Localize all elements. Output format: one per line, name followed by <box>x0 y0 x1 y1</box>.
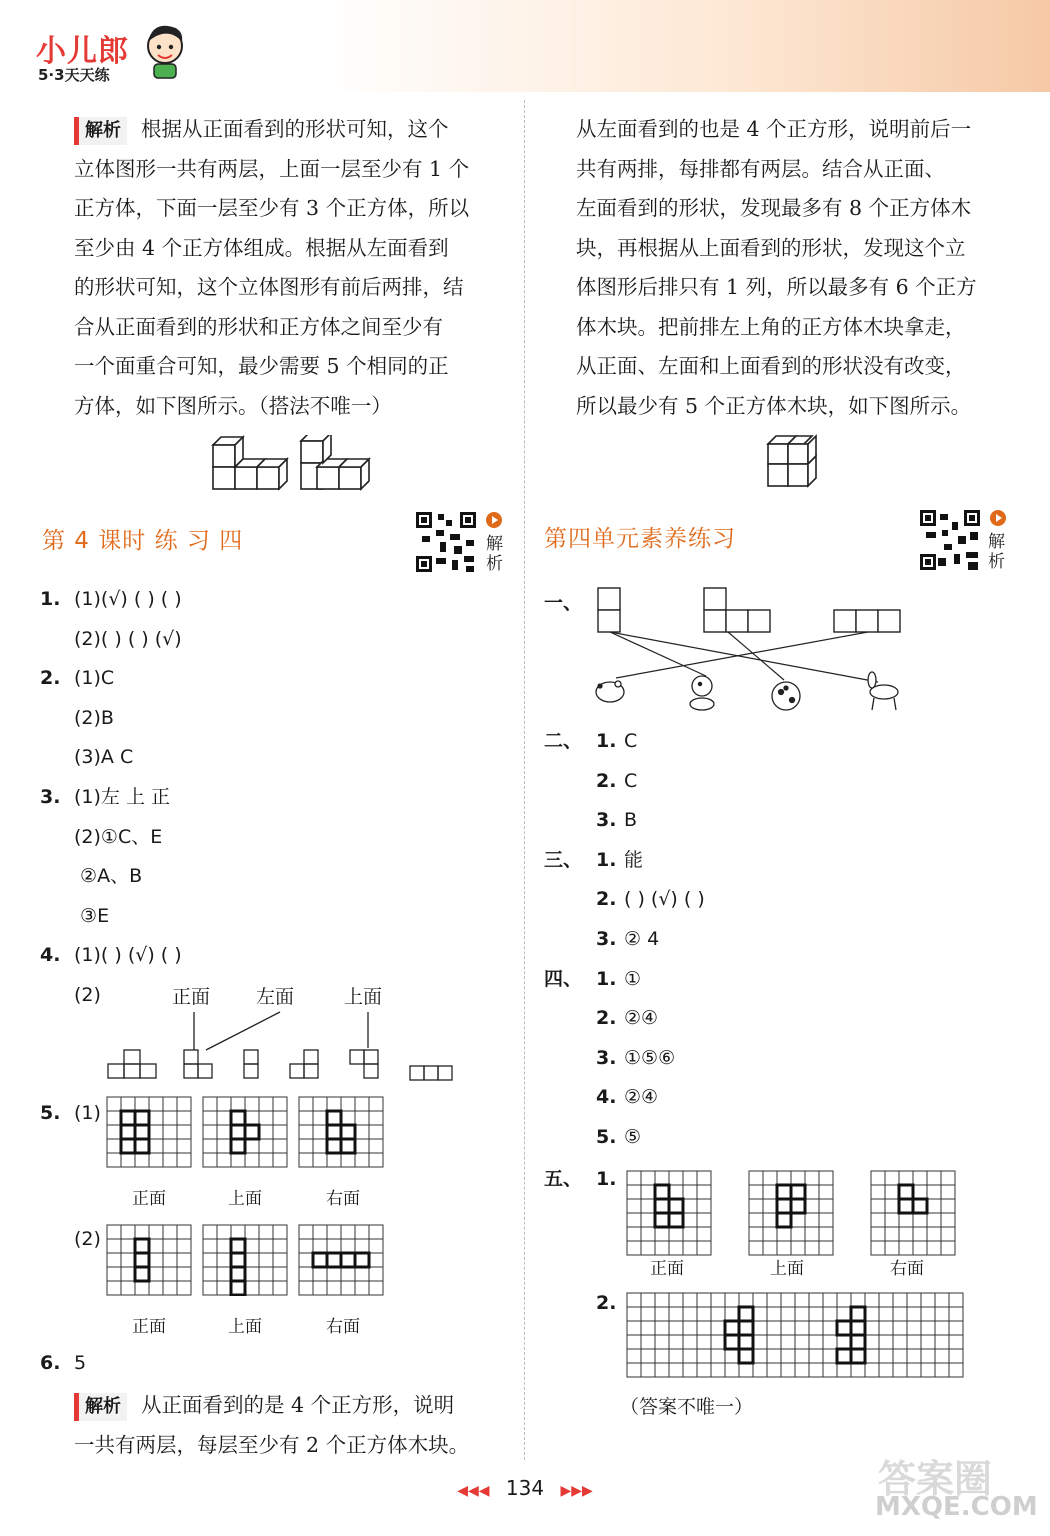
section-5-label: 五、 1. <box>544 1168 617 1190</box>
grid-label: 正面 <box>650 1259 684 1279</box>
grid-label: 右面 <box>326 1189 360 1209</box>
square-grid <box>626 1292 964 1378</box>
analysis-line: 一个面重合可知，最少需要 5 个相同的正 <box>74 354 449 378</box>
q4-view-shapes <box>100 1010 470 1082</box>
brand-subtitle: 5·3天天练 <box>38 66 110 84</box>
q5-part2-label: (2) <box>74 1228 101 1250</box>
grid-label: 正面 <box>132 1189 166 1209</box>
analysis-line: 从左面看到的也是 4 个正方形，说明前后一 <box>576 117 972 141</box>
qr-code-icon[interactable] <box>918 508 982 572</box>
square-grid <box>626 1170 712 1256</box>
square-grid <box>202 1096 288 1168</box>
square-grid <box>870 1170 956 1256</box>
cube-figure-left <box>205 435 375 495</box>
square-grid <box>298 1096 384 1168</box>
brand-logo: 小儿郎 <box>36 34 129 69</box>
analysis-line: 方体，如下图所示。（搭法不唯一） <box>74 393 392 418</box>
analysis-tag: 解析 <box>74 117 127 145</box>
square-grid <box>298 1224 384 1296</box>
grid-label: 上面 <box>228 1189 262 1209</box>
lesson-title: 第 4 课时 练 习 四 <box>42 528 244 554</box>
qr-side-label: 解 析 <box>988 532 1005 572</box>
qr-side-label: 解 析 <box>486 534 503 574</box>
play-arrow-icon <box>486 512 502 528</box>
analysis-tag: 解析 <box>74 1393 127 1421</box>
column-divider <box>524 100 525 1460</box>
analysis-line: 左面看到的形状，发现最多有 8 个正方体木 <box>576 196 972 220</box>
view-label-front: 正面 <box>172 986 211 1008</box>
page-number: 134 <box>505 1476 545 1500</box>
analysis-line: 块，再根据从上面看到的形状，发现这个立 <box>576 235 966 260</box>
q5-label: 5. (1) <box>40 1102 101 1124</box>
next-arrows-icon: ▶▶▶ <box>560 1483 593 1499</box>
play-arrow-icon <box>990 510 1006 526</box>
analysis-line: 从正面看到的是 4 个正方形，说明 <box>141 1393 455 1417</box>
analysis-line: 正方体，下面一层至少有 3 个正方体，所以 <box>74 196 470 220</box>
grid-label: 上面 <box>770 1259 804 1279</box>
view-label-top: 上面 <box>344 986 383 1008</box>
watermark: 答案圈 <box>878 1457 993 1501</box>
analysis-line: 至少由 4 个正方体组成。根据从左面看到 <box>74 235 449 260</box>
prev-arrows-icon: ◀◀◀ <box>457 1483 490 1499</box>
square-grid <box>748 1170 834 1256</box>
left-answers: 1. (1)(√) ( ) ( ) (2)( ) ( ) (√) 2. (1)C (2)B (3)A C 3. (1)左 上 正 (2)①C、E ②A、B ③E 4. (1)( ) (√) ( ) <box>40 588 182 967</box>
section-5-2-label: 2. <box>596 1292 617 1314</box>
qr-code-icon[interactable] <box>414 510 478 574</box>
grid-label: 正面 <box>132 1317 166 1337</box>
sec5-wide-grid <box>626 1292 976 1378</box>
q5-grids-row2 <box>106 1224 384 1296</box>
view-label-left: 左面 <box>256 986 295 1008</box>
q4-part2-label: (2) <box>74 984 101 1006</box>
analysis-line: 的形状可知，这个立体图形有前后两排，结 <box>74 275 464 299</box>
analysis-line: 共有两排，每排都有两层。结合从正面、 <box>576 156 945 181</box>
right-answers: 二、 1. C 2. C 3. B 三、 1. 能 2. ( ) (√) ( ) 3. ② 4 四、 1. ① 2. ②④ 3. ①⑤⑥ 4. ②④ 5. ⑤ <box>544 730 705 1148</box>
analysis-line: 一共有两层，每层至少有 2 个正方体木块。 <box>74 1432 470 1457</box>
mascot-icon <box>142 20 188 80</box>
analysis-line: 根据从正面看到的形状可知，这个 <box>141 117 449 141</box>
note-text: （答案不唯一） <box>620 1396 754 1418</box>
grid-label: 上面 <box>228 1317 262 1337</box>
unit-title: 第四单元素养练习 <box>544 526 736 552</box>
grid-label: 右面 <box>890 1259 924 1279</box>
analysis-line: 从正面、左面和上面看到的形状没有改变， <box>576 354 966 378</box>
q5-grids-row1 <box>106 1096 384 1168</box>
watermark-url: MXQE.COM <box>875 1492 1038 1522</box>
analysis-line: 立体图形一共有两层，上面一层至少有 1 个 <box>74 156 470 181</box>
analysis-line: 体木块。把前排左上角的正方体木块拿走， <box>576 314 966 339</box>
analysis-line: 所以最少有 5 个正方体木块，如下图所示。 <box>576 393 972 418</box>
sec5-grids-row1 <box>626 1170 956 1256</box>
cube-figure-right <box>764 430 824 492</box>
square-grid <box>106 1096 192 1168</box>
q6-answer: 6. 5 <box>40 1352 87 1374</box>
square-grid <box>202 1224 288 1296</box>
left-analysis <box>74 110 504 426</box>
right-analysis <box>576 110 1008 426</box>
analysis-line: 合从正面看到的形状和正方体之间至少有 <box>74 314 443 339</box>
matching-figure <box>588 584 918 720</box>
section-1-label: 一、 <box>544 592 583 614</box>
analysis-line: 体图形后排只有 1 列，所以最多有 6 个正方 <box>576 275 977 299</box>
left-analysis-2 <box>74 1386 504 1465</box>
grid-label: 右面 <box>326 1317 360 1337</box>
square-grid <box>106 1224 192 1296</box>
